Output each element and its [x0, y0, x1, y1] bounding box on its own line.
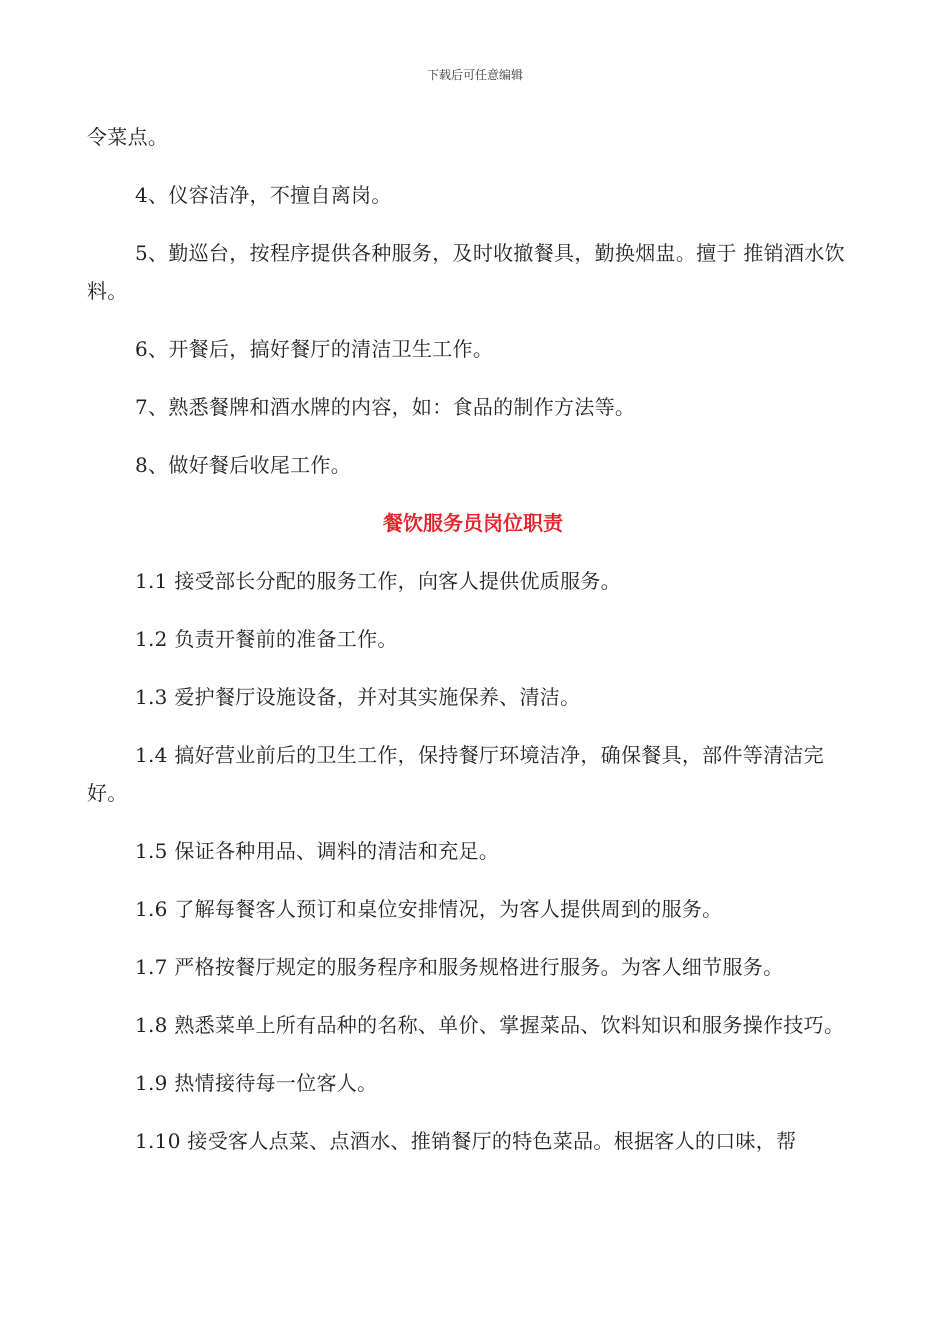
list-item: 7、熟悉餐牌和酒水牌的内容，如：食品的制作方法等。 [135, 395, 636, 419]
list-item: 8、做好餐后收尾工作。 [135, 453, 352, 477]
list-item: 5、勤巡台，按程序提供各种服务，及时收撤餐具，勤换烟盅。擅于 推销酒水饮料。 [87, 241, 845, 303]
list-item: 1.5 保证各种用品、调料的清洁和充足。 [135, 839, 500, 863]
list-item: 6、开餐后，搞好餐厅的清洁卫生工作。 [135, 337, 494, 361]
list-item: 1.6 了解每餐客人预订和桌位安排情况，为客人提供周到的服务。 [135, 897, 723, 921]
list-item: 1.2 负责开餐前的准备工作。 [135, 627, 398, 651]
list-item: 1.4 搞好营业前后的卫生工作，保持餐厅环境洁净，确保餐具，部件等清洁完好。 [87, 743, 824, 805]
section-title: 餐饮服务员岗位职责 [383, 511, 563, 535]
list-item: 1.1 接受部长分配的服务工作，向客人提供优质服务。 [135, 569, 621, 593]
list-item: 1.7 严格按餐厅规定的服务程序和服务规格进行服务。为客人细节服务。 [135, 955, 784, 979]
document-body [87, 118, 859, 1180]
header-note: 下载后可任意编辑 [426, 68, 523, 82]
intro-fragment: 令菜点。 [87, 125, 169, 149]
list-item: 1.10 接受客人点菜、点酒水、推销餐厅的特色菜品。根据客人的口味，帮 [135, 1129, 797, 1153]
list-item: 1.9 热情接待每一位客人。 [135, 1071, 378, 1095]
list-item: 1.3 爱护餐厅设施设备，并对其实施保养、清洁。 [135, 685, 581, 709]
list-item: 4、仪容洁净，不擅自离岗。 [135, 183, 392, 207]
list-item: 1.8 熟悉菜单上所有品种的名称、单价、掌握菜品、饮料知识和服务操作技巧。 [135, 1013, 845, 1037]
